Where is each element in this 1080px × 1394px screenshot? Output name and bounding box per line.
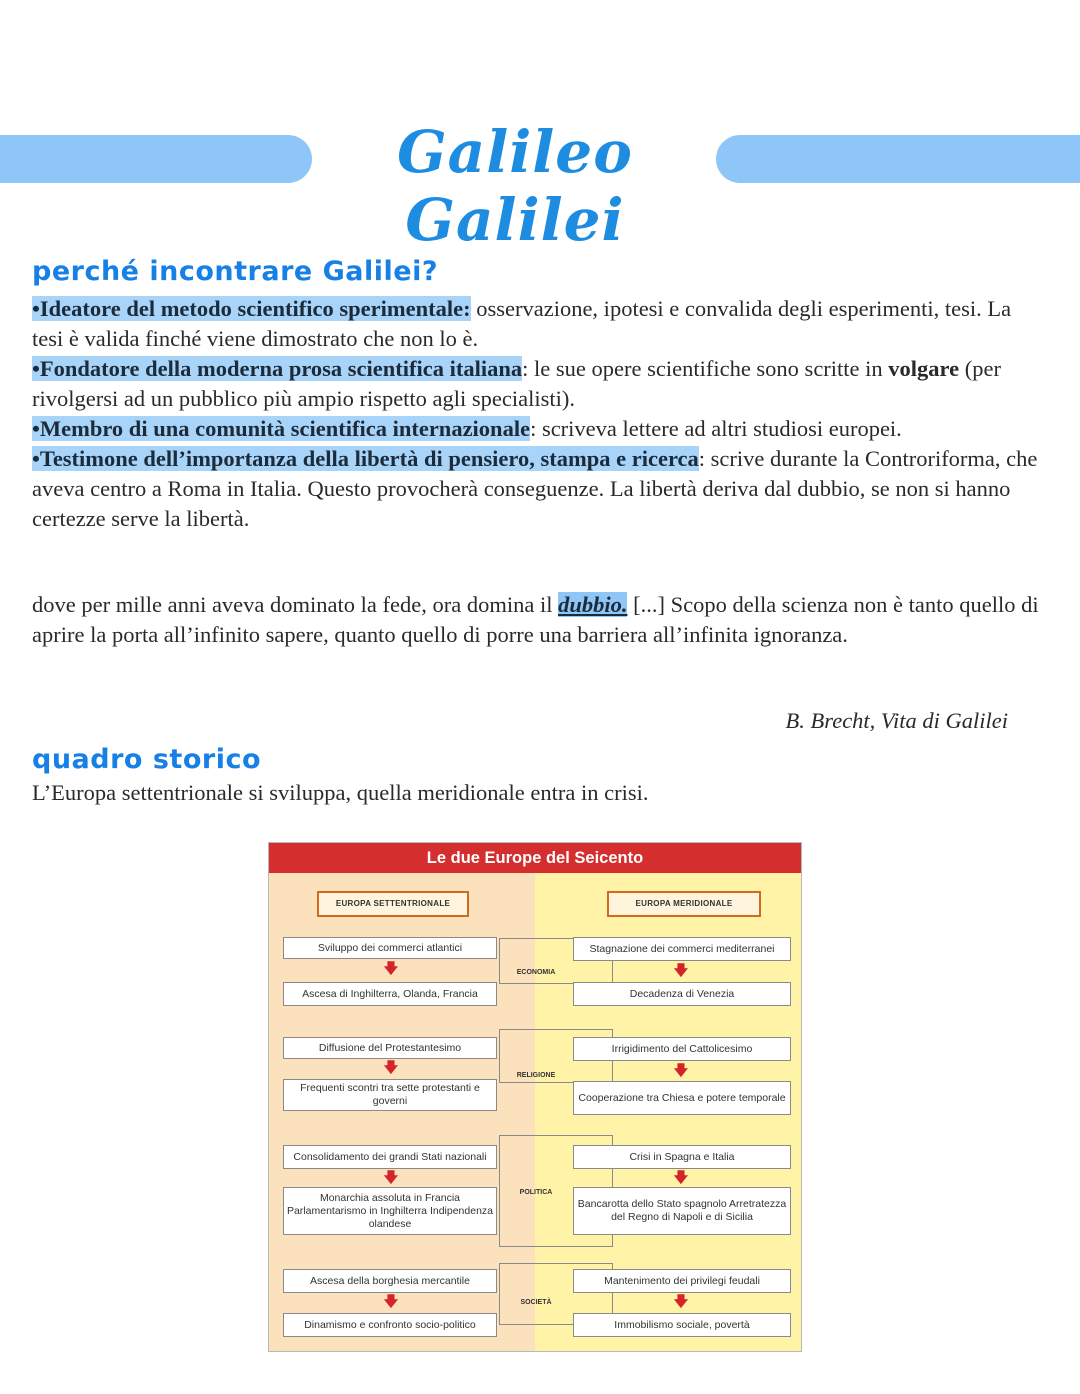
why-item-text: (per rivolgersi ad un pubblico più ampio rispetto agli specialisti). bbox=[32, 356, 1001, 411]
down-arrow-icon: 🡇 bbox=[673, 963, 689, 979]
why-item bbox=[32, 354, 1042, 414]
why-item bbox=[32, 414, 1042, 444]
section-heading-why: perché incontrare Galilei? bbox=[32, 256, 438, 287]
why-item-bold: volgare bbox=[888, 356, 960, 381]
why-item bbox=[32, 294, 1042, 354]
down-arrow-icon: 🡇 bbox=[673, 1063, 689, 1079]
why-item-text: osservazione, ipotesi e convalida degli esperimenti, tesi. La tesi è valida finché viene dimostrato che non lo è. bbox=[32, 296, 1012, 351]
why-item-highlight: •Membro di una comunità scientifica internazionale bbox=[32, 416, 531, 441]
history-text: L’Europa settentrionale si sviluppa, quella meridionale entra in crisi. bbox=[32, 780, 649, 805]
section-heading-history: quadro storico bbox=[32, 744, 262, 775]
north-cause-box: Consolidamento dei grandi Stati nazionali bbox=[283, 1145, 497, 1169]
north-effect-box: Frequenti scontri tra sette protestanti e governi bbox=[283, 1079, 497, 1111]
down-arrow-icon: 🡇 bbox=[673, 1170, 689, 1186]
why-item-highlight: •Fondatore della moderna prosa scientifica italiana bbox=[32, 356, 523, 381]
why-item-text: : le sue opere scientifiche sono scritte in bbox=[522, 356, 889, 381]
quote-text: dove per mille anni aveva dominato la fede, ora domina il bbox=[32, 592, 559, 617]
north-cause-box: Sviluppo dei commerci atlantici bbox=[283, 937, 497, 959]
north-cause-box: Ascesa della borghesia mercantile bbox=[283, 1269, 497, 1293]
south-cause-box: Crisi in Spagna e Italia bbox=[573, 1145, 791, 1169]
north-cause-box: Diffusione del Protestantesimo bbox=[283, 1037, 497, 1059]
why-item-text: : scriveva lettere ad altri studiosi europei. bbox=[530, 416, 902, 441]
category-label: RELIGIONE bbox=[516, 1072, 556, 1079]
south-effect-box: Cooperazione tra Chiesa e potere temporale bbox=[573, 1081, 791, 1115]
north-effect-box: Ascesa di Inghilterra, Olanda, Francia bbox=[283, 982, 497, 1006]
why-list bbox=[32, 294, 1042, 534]
south-effect-box: Bancarotta dello Stato spagnolo Arretratezza del Regno di Napoli e di Sicilia bbox=[573, 1187, 791, 1235]
brecht-quote bbox=[32, 590, 1042, 650]
why-item-highlight: •Testimone dell’importanza della libertà di pensiero, stampa e ricerca bbox=[32, 446, 699, 471]
page-title: Galileo Galilei bbox=[397, 118, 633, 254]
north-effect-box: Dinamismo e confronto socio-politico bbox=[283, 1313, 497, 1337]
down-arrow-icon: 🡇 bbox=[383, 1294, 399, 1310]
why-item bbox=[32, 444, 1042, 534]
two-europes-diagram bbox=[268, 842, 802, 1352]
why-item-highlight: •Ideatore del metodo scientifico sperimentale: bbox=[32, 296, 471, 321]
diagram-title: Le due Europe del Seicento bbox=[269, 843, 801, 873]
title-bar-left bbox=[0, 135, 312, 183]
why-item-text: : scrive durante la Controriforma, che aveva centro a Roma in Italia. Questo provocherà conseguenze. La libertà deriva dal dubbio, se non si hanno certezze serve la libertà. bbox=[32, 446, 1038, 531]
south-cause-box: Irrigidimento del Cattolicesimo bbox=[573, 1037, 791, 1061]
north-effect-box: Monarchia assoluta in Francia Parlamentarismo in Inghilterra Indipendenza olandese bbox=[283, 1187, 497, 1235]
column-header-north: EUROPA SETTENTRIONALE bbox=[317, 891, 469, 917]
column-header-south: EUROPA MERIDIONALE bbox=[607, 891, 761, 917]
south-cause-box: Mantenimento dei privilegi feudali bbox=[573, 1269, 791, 1293]
down-arrow-icon: 🡇 bbox=[383, 1060, 399, 1076]
category-label: ECONOMIA bbox=[516, 969, 556, 976]
down-arrow-icon: 🡇 bbox=[673, 1294, 689, 1310]
south-cause-box: Stagnazione dei commerci mediterranei bbox=[573, 937, 791, 961]
down-arrow-icon: 🡇 bbox=[383, 961, 399, 977]
quote-text: [...] Scopo della scienza non è tanto quello di aprire la porta all’infinito sapere, quanto quello di porre una barriera all’infinita ignoranza. bbox=[32, 592, 1039, 647]
category-label: POLITICA bbox=[519, 1189, 553, 1196]
quote-highlight: dubbio. bbox=[558, 592, 628, 617]
south-effect-box: Immobilismo sociale, povertà bbox=[573, 1313, 791, 1337]
down-arrow-icon: 🡇 bbox=[383, 1170, 399, 1186]
quote-author: B. Brecht, Vita di Galilei bbox=[785, 708, 1008, 733]
south-effect-box: Decadenza di Venezia bbox=[573, 982, 791, 1006]
title-bar-right bbox=[716, 135, 1080, 183]
category-label: SOCIETÀ bbox=[520, 1299, 552, 1306]
